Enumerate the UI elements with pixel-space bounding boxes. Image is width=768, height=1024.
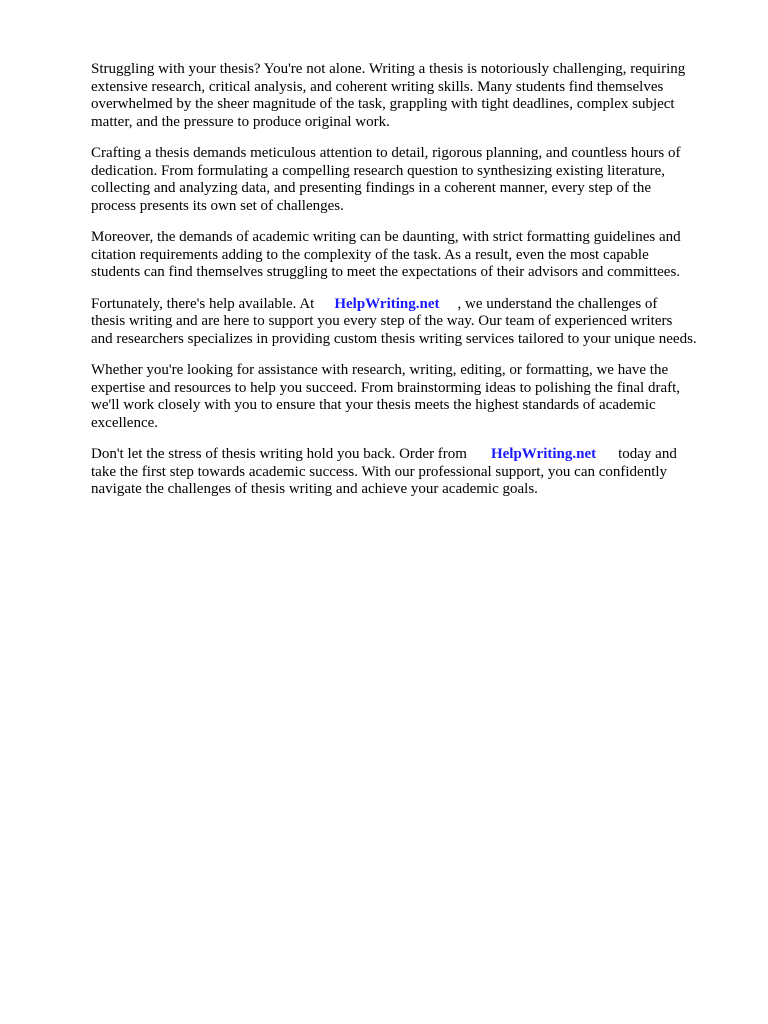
text-line: Crafting a thesis demands meticulous attention to detail, rigorous planning, and countless hours of — [91, 145, 681, 161]
paragraph-moreover — [91, 229, 731, 282]
text-line: excellence. — [91, 414, 159, 431]
text-line — [91, 296, 731, 314]
text-line: Whether you're looking for assistance with research, writing, editing, or formatting, we have the — [91, 362, 669, 378]
document-body — [91, 61, 731, 513]
text-line: thesis writing and are here to support you every step of the way. Our team of experienced writers — [91, 313, 673, 329]
text-line: extensive research, critical analysis, and coherent writing skills. Many students find themselves — [91, 78, 664, 95]
text-line: citation requirements adding to the complexity of the task. As a result, even the most capable — [91, 246, 649, 263]
text-line: take the first step towards academic success. With our professional support, you can confidently — [91, 463, 668, 480]
text-line: expertise and resources to help you succeed. From brainstorming ideas to polishing the final draft, — [91, 379, 681, 396]
text-line: overwhelmed by the sheer magnitude of the task, grappling with tight deadlines, complex subject — [91, 96, 675, 112]
paragraph-order — [91, 446, 731, 499]
text-line: navigate the challenges of thesis writing and achieve your academic goals. — [91, 481, 538, 497]
text-line: process presents its own set of challenges. — [91, 197, 344, 214]
text-line: matter, and the pressure to produce original work. — [91, 113, 390, 130]
paragraph-crafting — [91, 145, 731, 215]
text-line: and researchers specializes in providing custom thesis writing services tailored to your unique needs. — [91, 330, 697, 347]
text-line: Moreover, the demands of academic writing can be daunting, with strict formatting guidelines and — [91, 229, 681, 245]
text-line: students can find themselves struggling to meet the expectations of their advisors and committees. — [91, 264, 681, 280]
paragraph-whether — [91, 362, 731, 432]
text-line: Struggling with your thesis? You're not alone. Writing a thesis is notoriously challenging, requiring — [91, 61, 686, 77]
text-line: dedication. From formulating a compelling research question to synthesizing existing literature, — [91, 162, 666, 179]
helpwriting-link[interactable]: HelpWriting.net — [490, 446, 597, 462]
text-segment: Fortunately, there's help available. At — [91, 295, 315, 312]
text-segment: today and — [618, 446, 677, 462]
paragraph-intro — [91, 61, 731, 131]
text-line — [91, 446, 731, 464]
paragraph-fortunately — [91, 296, 731, 349]
text-line: we'll work closely with you to ensure that your thesis meets the highest standards of academic — [91, 397, 656, 413]
text-segment: , we understand the challenges of — [457, 295, 658, 312]
text-line: collecting and analyzing data, and presenting findings in a coherent manner, every step of the — [91, 180, 652, 196]
helpwriting-link[interactable]: HelpWriting.net — [334, 295, 440, 312]
text-segment: Don't let the stress of thesis writing hold you back. Order from — [91, 446, 467, 462]
